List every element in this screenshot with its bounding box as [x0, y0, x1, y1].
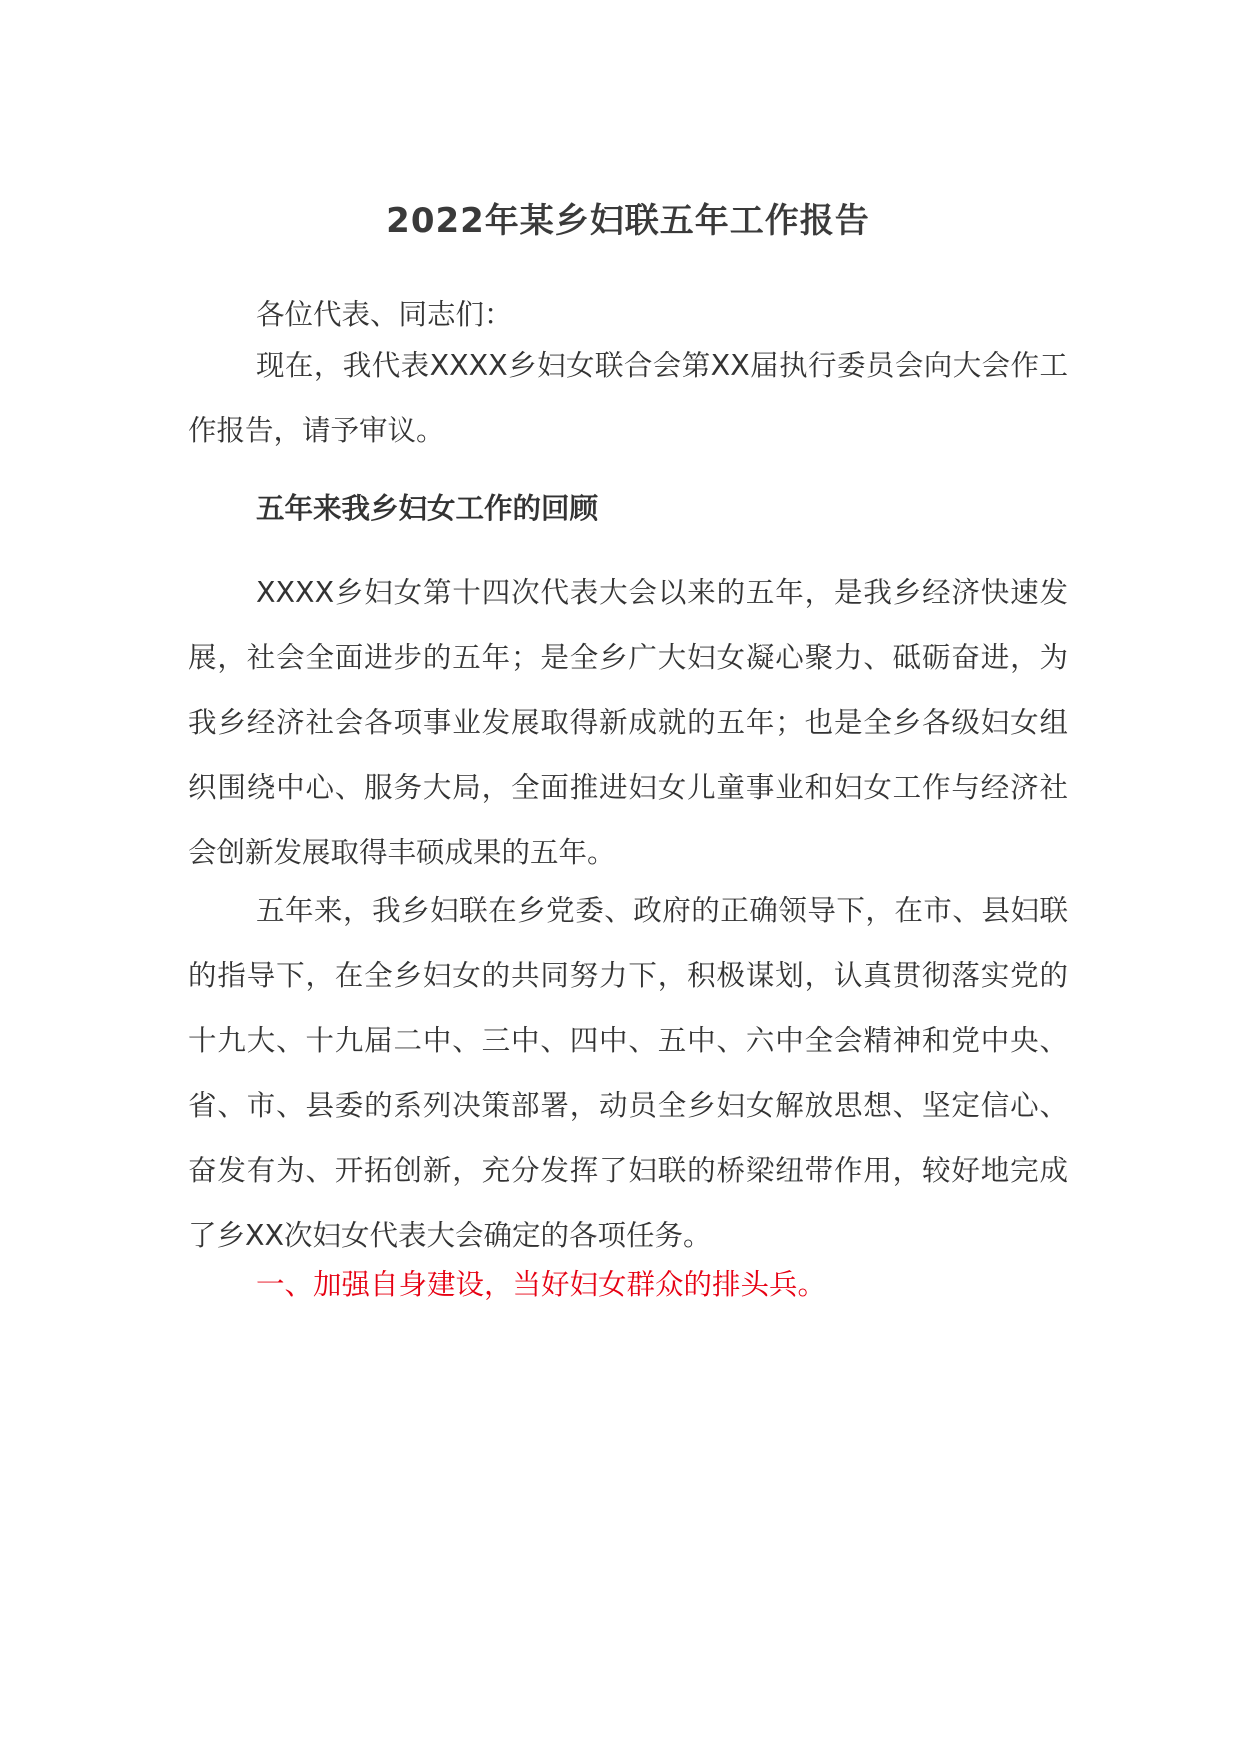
summary-paragraph: 五年来，我乡妇联在乡党委、政府的正确领导下，在市、县妇联的指导下，在全乡妇女的共同努力下，积极谋划，认真贯彻落实党的十九大、十九届二中、三中、四中、五中、六中全会精神和党中央、省、市、县委的系列决策部署，动员全乡妇女解放思想、坚定信心、奋发有为、开拓创新，充分发挥了妇联的桥梁纽带作用，较好地完成了乡XX次妇女代表大会确定的各项任务。: [188, 894, 1068, 1252]
review-paragraph: XXXX乡妇女第十四次代表大会以来的五年，是我乡经济快速发展，社会全面进步的五年；是全乡广大妇女凝心聚力、砥砺奋进，为我乡经济社会各项事业发展取得新成就的五年；也是全乡各级妇女组织围绕中心、服务大局，全面推进妇女儿童事业和妇女工作与经济社会创新发展取得丰硕成果的五年。: [188, 576, 1068, 869]
intro-paragraph: 现在，我代表XXXX乡妇女联合会第XX届执行委员会向大会作工作报告，请予审议。: [188, 349, 1068, 447]
document-title: 2022年某乡妇联五年工作报告: [386, 201, 870, 241]
salutation: 各位代表、同志们：: [256, 298, 513, 331]
subheading-one: 一、加强自身建设，当好妇女群众的排头兵。: [256, 1268, 827, 1301]
section-heading: 五年来我乡妇女工作的回顾: [256, 492, 599, 525]
